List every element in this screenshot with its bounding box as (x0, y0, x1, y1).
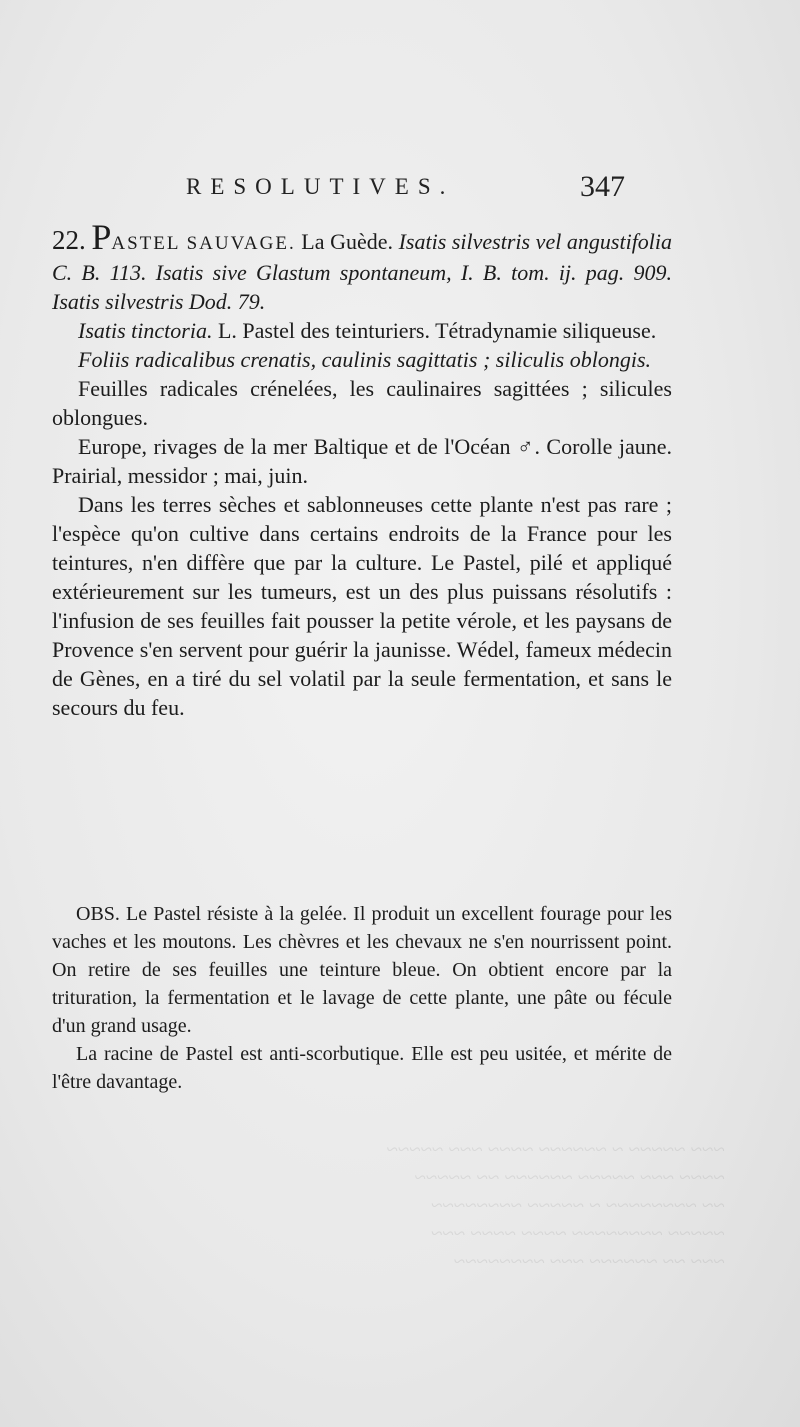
running-title: RESOLUTIVES. (186, 174, 455, 199)
usage-paragraph: Dans les terres sèches et sablonneuses cette plante n'est pas rare ; l'espèce qu'on cultive dans certains endroits de la France pour les teintures, n'en diffère que par la culture. Le Pastel, pilé et appliqué extérieurement sur les tumeurs, est un des plus puissans résolutifs : l'infusion de ses feuilles fait pousser la petite vérole, et les paysans de Provence s'en servent pour guérir la jaunisse. Wédel, fameux médecin de Gènes, en a tiré du sel volatil par la seule fermentation, et sans le secours du feu. (52, 492, 672, 720)
article-number: 22. (52, 225, 86, 255)
article-title: ASTEL SAUVAGE. (111, 233, 296, 254)
linnaeus-rest: L. Pastel des teinturiers. Tétradynamie siliqueuse. (217, 318, 657, 343)
article-text (52, 217, 673, 722)
linnaeus-line (52, 316, 672, 345)
page-number: 347 (580, 170, 625, 203)
synonyms: Isatis silvestris vel angustifolia C. B. 113. Isatis sive Glastum spontaneum, I. B. tom. ij. pag. 909. Isatis silvestris Dod. 79. (52, 229, 673, 314)
common-name: La Guède. (301, 229, 394, 254)
observation-paragraph-2: La racine de Pastel est anti-scorbutique. Elle est peu usitée, et mérite de l'être davantage. (52, 1043, 672, 1093)
linnaeus-name: Isatis tinctoria. (78, 318, 213, 343)
observations-block (52, 900, 672, 1096)
latin-description: Foliis radicalibus crenatis, caulinis sagittatis ; siliculis oblongis. (78, 347, 652, 372)
french-description: Feuilles radicales crénelées, les caulinaires sagittées ; silicules oblongues. (52, 376, 672, 430)
bleed-through-texture: ~~~ ~~~~~ ~ ~~~~~~ ~~~~ ~~~ ~~~~~ ~~~~ ~~~ ~~~~~ ~~~~~~ ~~ ~~~~~ ~~ ~~~~~~~~ ~ ~~~~~ ~~~~~~~~ ~~~~~ ~~~~~~~~ ~~~~ ~~~~ ~~~ ~~~ ~~ ~~~~~~ ~~~ ~~~~~~~~ (386, 1137, 725, 1273)
habitat-paragraph: Europe, rivages de la mer Baltique et de l'Océan ♂. Corolle jaune. Prairial, messidor ; mai, juin. (52, 434, 672, 488)
title-initial: P (91, 217, 112, 257)
observation-paragraph-1: OBS. Le Pastel résiste à la gelée. Il produit un excellent fourage pour les vaches et les moutons. Les chèvres et les chevaux ne s'en nourrissent point. On retire de ses feuilles une teinture bleue. On obtient encore par la trituration, la fermentation et le lavage de cette plante, une pâte ou fécule d'un grand usage. (52, 903, 672, 1037)
running-head (0, 170, 800, 210)
article-heading (52, 217, 673, 316)
